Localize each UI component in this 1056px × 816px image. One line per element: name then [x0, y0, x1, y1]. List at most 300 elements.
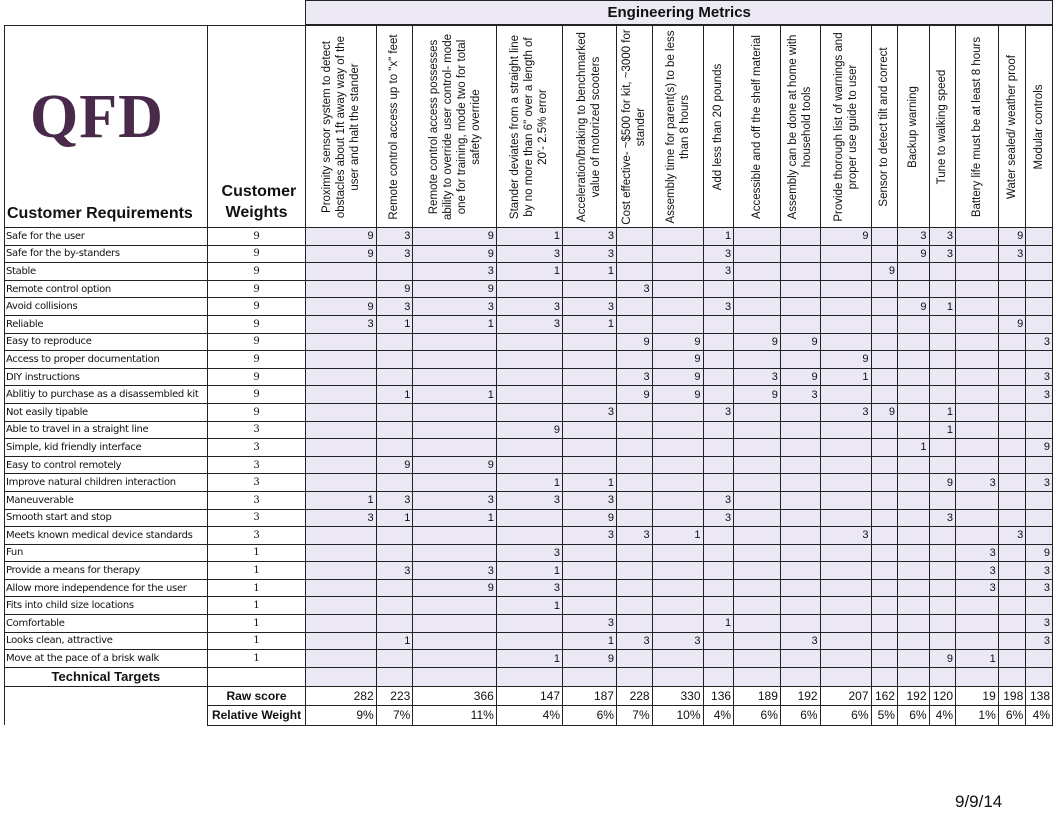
relationship-cell — [563, 386, 617, 404]
relationship-cell — [496, 368, 562, 386]
metric-label: Stander deviates from a straight line by no more than 6" over a length of 20'- 2.5% error — [509, 34, 550, 219]
relationship-cell — [897, 263, 929, 281]
relationship-cell — [871, 298, 897, 316]
relationship-cell — [1026, 650, 1053, 668]
relationship-cell — [413, 615, 497, 633]
relationship-cell — [780, 280, 820, 298]
relationship-cell — [929, 333, 955, 351]
relationship-cell — [306, 386, 376, 404]
relationship-cell: 9 — [616, 386, 652, 404]
relationship-cell — [956, 245, 999, 263]
relative-weight-cell: 5% — [871, 705, 897, 725]
relationship-cell — [413, 368, 497, 386]
relationship-cell: 9 — [998, 228, 1025, 246]
requirement-name: Meets known medical device standards — [5, 527, 208, 545]
relationship-cell: 3 — [496, 315, 562, 333]
relationship-cell — [929, 597, 955, 615]
raw-score-cell: 187 — [563, 686, 617, 705]
relationship-cell — [998, 544, 1025, 562]
relationship-cell — [652, 280, 703, 298]
metric-header — [1026, 25, 1053, 228]
relationship-cell — [734, 280, 781, 298]
relationship-cell — [820, 579, 871, 597]
metric-label: Assembly can be done at home with household tools — [787, 34, 814, 219]
relationship-cell: 3 — [616, 527, 652, 545]
relationship-cell — [956, 315, 999, 333]
relationship-cell — [563, 456, 617, 474]
relationship-cell — [306, 562, 376, 580]
relationship-cell — [780, 403, 820, 421]
requirement-name: Not easily tipable — [5, 403, 208, 421]
requirement-name: Smooth start and stop — [5, 509, 208, 527]
relationship-cell — [956, 597, 999, 615]
relationship-cell — [616, 597, 652, 615]
metric-header — [820, 25, 871, 228]
relationship-cell — [563, 368, 617, 386]
relationship-cell — [998, 562, 1025, 580]
relationship-cell — [496, 615, 562, 633]
relationship-cell: 1 — [956, 650, 999, 668]
metric-label: Add less than 20 pounds — [712, 63, 725, 190]
relationship-cell: 3 — [703, 298, 734, 316]
requirement-weight: 9 — [207, 245, 306, 263]
relationship-cell: 3 — [616, 280, 652, 298]
requirement-row — [5, 632, 1053, 650]
relationship-cell: 3 — [616, 368, 652, 386]
relationship-cell — [376, 333, 413, 351]
relationship-cell: 9 — [780, 333, 820, 351]
relationship-cell — [956, 228, 999, 246]
raw-score-cell: 120 — [929, 686, 955, 705]
relationship-cell — [929, 562, 955, 580]
relationship-cell — [1026, 315, 1053, 333]
requirement-row — [5, 280, 1053, 298]
metric-header — [871, 25, 897, 228]
relationship-cell: 3 — [496, 544, 562, 562]
relationship-cell — [734, 351, 781, 369]
relationship-cell — [956, 333, 999, 351]
metric-header — [563, 25, 617, 228]
relationship-cell — [616, 439, 652, 457]
requirement-weight: 9 — [207, 263, 306, 281]
relationship-cell — [376, 579, 413, 597]
requirement-row — [5, 315, 1053, 333]
technical-target-cell — [1026, 667, 1053, 686]
relationship-cell: 3 — [734, 368, 781, 386]
requirement-weight: 9 — [207, 368, 306, 386]
relationship-cell — [703, 597, 734, 615]
relationship-cell — [1026, 263, 1053, 281]
metric-header — [998, 25, 1025, 228]
raw-score-cell: 136 — [703, 686, 734, 705]
relationship-cell — [897, 597, 929, 615]
relationship-cell — [929, 632, 955, 650]
relationship-cell: 1 — [376, 386, 413, 404]
relationship-cell: 3 — [376, 491, 413, 509]
relationship-cell — [376, 403, 413, 421]
relationship-cell — [413, 439, 497, 457]
relationship-cell — [871, 439, 897, 457]
relationship-cell — [871, 632, 897, 650]
relationship-cell — [376, 615, 413, 633]
relationship-cell — [734, 544, 781, 562]
relationship-cell: 1 — [929, 298, 955, 316]
relationship-cell — [871, 562, 897, 580]
relationship-cell — [871, 579, 897, 597]
relationship-cell — [897, 386, 929, 404]
relationship-cell — [563, 439, 617, 457]
relationship-cell — [703, 527, 734, 545]
relationship-cell — [734, 315, 781, 333]
relationship-cell: 1 — [897, 439, 929, 457]
relationship-cell: 3 — [703, 509, 734, 527]
requirement-weight: 9 — [207, 280, 306, 298]
requirement-name: Remote control option — [5, 280, 208, 298]
requirement-name: Comfortable — [5, 615, 208, 633]
requirement-row — [5, 245, 1053, 263]
relationship-cell — [734, 579, 781, 597]
relationship-cell — [1026, 527, 1053, 545]
relationship-cell — [820, 615, 871, 633]
relationship-cell — [616, 615, 652, 633]
relationship-cell: 9 — [413, 579, 497, 597]
metric-label: Backup warning — [907, 85, 920, 168]
requirement-weight: 3 — [207, 456, 306, 474]
relationship-cell — [780, 474, 820, 492]
metric-label: Assembly time for parent(s) to be less than 8 hours — [664, 30, 691, 224]
relationship-cell: 9 — [306, 245, 376, 263]
raw-score-cell: 162 — [871, 686, 897, 705]
raw-score-cell: 282 — [306, 686, 376, 705]
relationship-cell: 9 — [871, 263, 897, 281]
relationship-cell — [998, 650, 1025, 668]
relationship-cell — [496, 439, 562, 457]
relationship-cell: 3 — [1026, 615, 1053, 633]
relationship-cell: 9 — [413, 456, 497, 474]
requirement-weight: 9 — [207, 315, 306, 333]
relationship-cell — [871, 245, 897, 263]
relationship-cell — [306, 439, 376, 457]
relationship-cell — [871, 386, 897, 404]
relationship-cell: 3 — [1026, 562, 1053, 580]
relationship-cell: 9 — [820, 351, 871, 369]
relationship-cell — [496, 403, 562, 421]
relationship-cell: 3 — [1026, 386, 1053, 404]
relationship-cell — [871, 368, 897, 386]
relationship-cell — [998, 579, 1025, 597]
relationship-cell — [734, 421, 781, 439]
raw-score-cell: 330 — [652, 686, 703, 705]
relationship-cell — [998, 368, 1025, 386]
relationship-cell: 9 — [306, 228, 376, 246]
relationship-cell — [1026, 280, 1053, 298]
relationship-cell — [780, 509, 820, 527]
relationship-cell — [820, 245, 871, 263]
technical-targets-row — [5, 667, 1053, 686]
relationship-cell: 3 — [563, 298, 617, 316]
relationship-cell: 3 — [376, 298, 413, 316]
relationship-cell: 9 — [652, 386, 703, 404]
relative-weight-cell: 6% — [563, 705, 617, 725]
raw-score-row-label: Raw score — [207, 686, 306, 705]
relationship-cell — [897, 474, 929, 492]
relationship-cell — [703, 544, 734, 562]
relationship-cell — [871, 333, 897, 351]
relationship-cell — [820, 280, 871, 298]
relationship-cell — [616, 474, 652, 492]
relationship-cell — [652, 579, 703, 597]
relationship-cell — [998, 333, 1025, 351]
relationship-cell — [897, 456, 929, 474]
raw-score-cell: 228 — [616, 686, 652, 705]
relationship-cell: 3 — [1026, 632, 1053, 650]
requirement-name: Fun — [5, 544, 208, 562]
metric-label: Accessible and off the shelf material — [750, 34, 763, 219]
relationship-cell — [820, 650, 871, 668]
relationship-cell — [871, 315, 897, 333]
raw-score-cell: 189 — [734, 686, 781, 705]
requirement-weight: 1 — [207, 579, 306, 597]
requirement-name: Maneuverable — [5, 491, 208, 509]
relationship-cell — [956, 632, 999, 650]
metric-label: Proximity sensor system to detect obstacles about 1ft away way of the user and halt the stander — [321, 35, 362, 218]
relationship-cell — [956, 615, 999, 633]
relationship-cell — [998, 491, 1025, 509]
relationship-cell — [780, 298, 820, 316]
relationship-cell — [956, 527, 999, 545]
relationship-cell — [734, 456, 781, 474]
requirement-row — [5, 527, 1053, 545]
relationship-cell — [897, 527, 929, 545]
relationship-cell — [652, 650, 703, 668]
relationship-cell — [616, 315, 652, 333]
metric-label: Modular controls — [1033, 84, 1046, 170]
relationship-cell — [998, 351, 1025, 369]
relationship-cell: 1 — [496, 562, 562, 580]
requirement-name: Safe for the by-standers — [5, 245, 208, 263]
relative-weight-cell: 4% — [496, 705, 562, 725]
relationship-cell — [734, 650, 781, 668]
relationship-cell — [376, 650, 413, 668]
requirement-row — [5, 597, 1053, 615]
relationship-cell: 3 — [413, 263, 497, 281]
relationship-cell — [376, 368, 413, 386]
relationship-cell — [871, 280, 897, 298]
relationship-cell — [306, 579, 376, 597]
relationship-cell — [897, 562, 929, 580]
relationship-cell: 3 — [897, 228, 929, 246]
relative-weight-cell: 4% — [1026, 705, 1053, 725]
relationship-cell: 3 — [376, 228, 413, 246]
relationship-cell: 9 — [929, 650, 955, 668]
relationship-cell — [306, 403, 376, 421]
relationship-cell — [871, 351, 897, 369]
relationship-cell — [616, 228, 652, 246]
relationship-cell — [306, 280, 376, 298]
relationship-cell: 3 — [496, 491, 562, 509]
relationship-cell: 3 — [496, 245, 562, 263]
relationship-cell — [956, 509, 999, 527]
relationship-cell — [734, 597, 781, 615]
relative-weight-cell: 6% — [897, 705, 929, 725]
relationship-cell: 3 — [413, 491, 497, 509]
relationship-cell: 3 — [306, 509, 376, 527]
relationship-cell — [652, 597, 703, 615]
metric-label: Remote control access possesses ability to override user control- mode one for training, mode two for total safety override — [427, 33, 482, 220]
relationship-cell — [496, 632, 562, 650]
metric-label: Remote control access up to "x" feet — [388, 33, 401, 220]
relationship-cell — [652, 615, 703, 633]
requirement-weight: 3 — [207, 527, 306, 545]
relationship-cell — [929, 439, 955, 457]
relationship-cell: 9 — [652, 351, 703, 369]
relationship-cell: 1 — [496, 228, 562, 246]
blank-top-weight — [207, 1, 306, 26]
raw-score-row — [5, 686, 1053, 705]
technical-target-cell — [496, 667, 562, 686]
relationship-cell — [306, 632, 376, 650]
relationship-cell — [563, 333, 617, 351]
relationship-cell — [998, 280, 1025, 298]
relationship-cell — [1026, 351, 1053, 369]
relationship-cell — [496, 527, 562, 545]
relationship-cell — [871, 544, 897, 562]
relationship-cell — [563, 562, 617, 580]
relationship-cell — [897, 615, 929, 633]
relationship-cell: 9 — [734, 333, 781, 351]
metric-label: Battery life must be at least 8 hours — [970, 36, 983, 217]
relationship-cell — [780, 597, 820, 615]
relationship-cell: 3 — [413, 298, 497, 316]
relationship-cell: 3 — [998, 527, 1025, 545]
relationship-cell: 9 — [413, 245, 497, 263]
requirement-name: Access to proper documentation — [5, 351, 208, 369]
relationship-cell: 1 — [413, 386, 497, 404]
relationship-cell — [820, 263, 871, 281]
requirement-row — [5, 439, 1053, 457]
metric-header — [376, 25, 413, 228]
relationship-cell — [897, 368, 929, 386]
metric-header — [734, 25, 781, 228]
relationship-cell — [306, 544, 376, 562]
relationship-cell — [563, 544, 617, 562]
relative-weight-cell: 6% — [780, 705, 820, 725]
raw-score-cell: 207 — [820, 686, 871, 705]
relationship-cell — [306, 650, 376, 668]
technical-targets-label: Technical Targets — [5, 667, 208, 686]
requirement-name: Simple, kid friendly interface — [5, 439, 208, 457]
relationship-cell — [734, 527, 781, 545]
relationship-cell: 1 — [563, 315, 617, 333]
technical-target-cell — [703, 667, 734, 686]
relationship-cell — [376, 527, 413, 545]
technical-target-cell — [820, 667, 871, 686]
technical-target-cell — [376, 667, 413, 686]
relationship-cell — [956, 298, 999, 316]
relationship-cell — [871, 228, 897, 246]
relationship-cell: 3 — [306, 315, 376, 333]
relationship-cell — [780, 263, 820, 281]
relationship-cell — [652, 263, 703, 281]
technical-target-cell — [956, 667, 999, 686]
relationship-cell — [734, 632, 781, 650]
relationship-cell — [871, 491, 897, 509]
relationship-cell — [820, 474, 871, 492]
relationship-cell — [998, 509, 1025, 527]
relationship-cell — [413, 474, 497, 492]
relative-weight-cell: 10% — [652, 705, 703, 725]
requirement-weight: 9 — [207, 386, 306, 404]
relationship-cell — [652, 315, 703, 333]
relationship-cell — [998, 474, 1025, 492]
relationship-cell: 3 — [703, 491, 734, 509]
relationship-cell — [734, 298, 781, 316]
relative-weight-cell: 4% — [929, 705, 955, 725]
relationship-cell — [496, 351, 562, 369]
relationship-cell — [652, 245, 703, 263]
requirement-weight: 9 — [207, 298, 306, 316]
relationship-cell — [496, 333, 562, 351]
relationship-cell — [703, 351, 734, 369]
requirement-row — [5, 456, 1053, 474]
relationship-cell — [703, 650, 734, 668]
relationship-cell — [703, 474, 734, 492]
relationship-cell: 3 — [496, 298, 562, 316]
relationship-cell — [616, 562, 652, 580]
relationship-cell — [998, 597, 1025, 615]
customer-weights-text: Customer Weights — [221, 182, 297, 222]
qfd-matrix — [4, 0, 1053, 726]
relationship-cell — [820, 386, 871, 404]
requirement-row — [5, 615, 1053, 633]
relationship-cell — [703, 386, 734, 404]
relationship-cell — [820, 456, 871, 474]
relationship-cell — [703, 421, 734, 439]
relationship-cell — [734, 615, 781, 633]
relationship-cell — [734, 403, 781, 421]
relationship-cell — [998, 632, 1025, 650]
relationship-cell — [929, 527, 955, 545]
relationship-cell — [616, 263, 652, 281]
relationship-cell — [998, 298, 1025, 316]
relationship-cell: 3 — [929, 509, 955, 527]
relationship-cell — [734, 491, 781, 509]
relationship-cell: 9 — [496, 421, 562, 439]
relationship-cell — [652, 544, 703, 562]
relationship-cell: 3 — [703, 245, 734, 263]
relationship-cell — [929, 386, 955, 404]
relationship-cell — [563, 280, 617, 298]
relationship-cell — [929, 280, 955, 298]
metric-label: Acceleration/braking to benchmarked value of motorized scooters — [576, 31, 603, 222]
requirement-weight: 3 — [207, 491, 306, 509]
relationship-cell — [956, 439, 999, 457]
requirement-name: Easy to control remotely — [5, 456, 208, 474]
relationship-cell — [563, 421, 617, 439]
relationship-cell — [616, 650, 652, 668]
technical-target-cell — [780, 667, 820, 686]
relationship-cell — [616, 245, 652, 263]
relative-weight-cell: 11% — [413, 705, 497, 725]
requirement-row — [5, 386, 1053, 404]
relationship-cell — [871, 509, 897, 527]
relationship-cell: 1 — [413, 315, 497, 333]
relationship-cell — [820, 333, 871, 351]
requirement-name: Ablitiy to purchase as a disassembled kit — [5, 386, 208, 404]
relationship-cell — [780, 245, 820, 263]
relationship-cell: 9 — [652, 333, 703, 351]
relationship-cell — [998, 263, 1025, 281]
